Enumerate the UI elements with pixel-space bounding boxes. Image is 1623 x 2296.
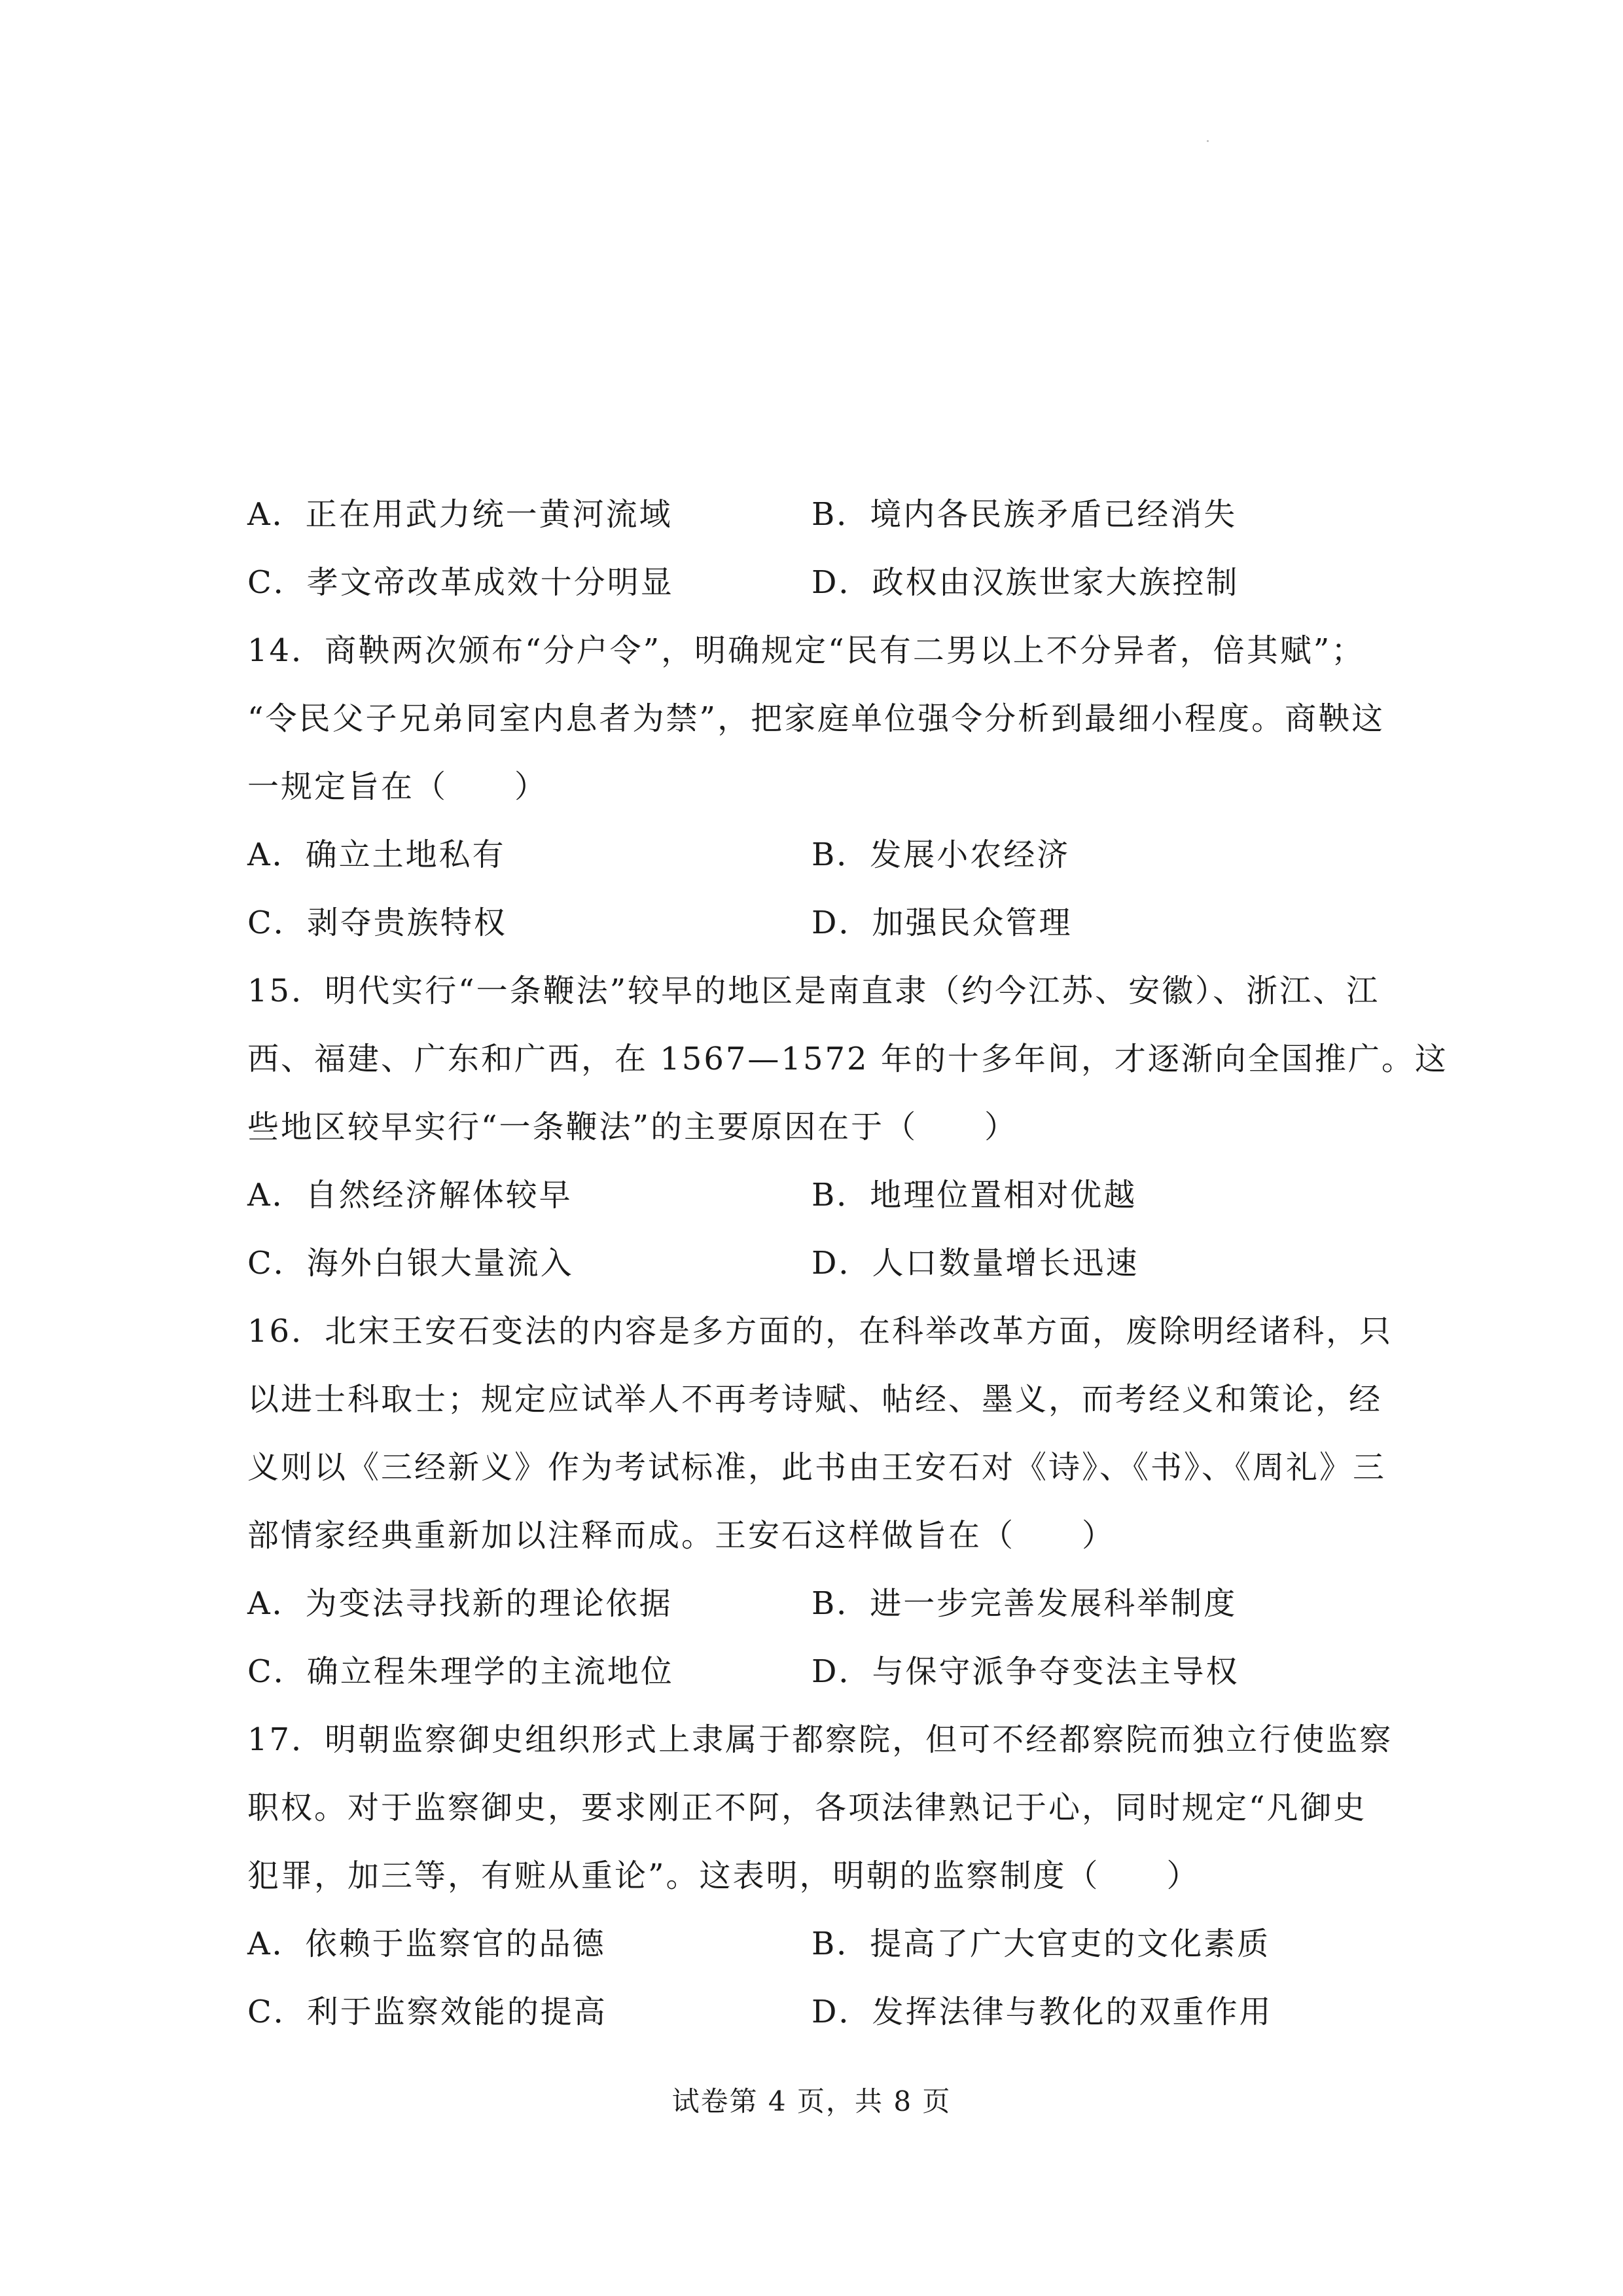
- q17-option-a: A．依赖于监察官的品德: [247, 1926, 606, 1962]
- q17-option-c: C．利于监察效能的提高: [247, 1994, 607, 2030]
- q16-option-b: B．进一步完善发展科举制度: [812, 1585, 1238, 1622]
- q14-stem-line-3: 一规定旨在（ ）: [247, 768, 548, 805]
- q16-stem-line-4: 部情家经典重新加以注释而成。王安石这样做旨在（ ）: [247, 1517, 1116, 1554]
- q17-option-b: B．提高了广大官吏的文化素质: [812, 1926, 1271, 1962]
- q14-option-d: D．加强民众管理: [812, 905, 1073, 941]
- q13-option-c: C．孝文帝改革成效十分明显: [247, 564, 674, 601]
- page-footer: 试卷第 4 页，共 8 页: [671, 2085, 952, 2117]
- q15-option-d: D．人口数量增长迅速: [812, 1245, 1139, 1282]
- q17-stem-line-1: 17．明朝监察御史组织形式上隶属于都察院，但可不经都察院而独立行使监察: [247, 1721, 1393, 1758]
- q16-stem-line-3: 义则以《三经新义》作为考试标准，此书由王安石对《诗》、《书》、《周礼》三: [247, 1449, 1387, 1486]
- q17-option-d: D．发挥法律与教化的双重作用: [812, 1994, 1273, 2030]
- q14-option-b: B．发展小农经济: [812, 836, 1071, 873]
- q16-option-d: D．与保守派争夺变法主导权: [812, 1653, 1240, 1690]
- q15-option-a: A．自然经济解体较早: [247, 1177, 573, 1213]
- q13-option-b: B．境内各民族矛盾已经消失: [812, 496, 1238, 533]
- q15-option-b: B．地理位置相对优越: [812, 1177, 1137, 1213]
- q17-stem-line-3: 犯罪，加三等，有赃从重论”。这表明，明朝的监察制度（ ）: [247, 1857, 1200, 1894]
- q15-option-c: C．海外白银大量流入: [247, 1245, 574, 1282]
- q16-stem-line-1: 16．北宋王安石变法的内容是多方面的，在科举改革方面，废除明经诸科，只: [247, 1313, 1393, 1350]
- q13-option-a: A．正在用武力统一黄河流域: [247, 496, 673, 533]
- q15-stem-line-1: 15．明代实行“一条鞭法”较早的地区是南直隶（约今江苏、安徽）、浙江、江: [247, 973, 1380, 1009]
- q14-stem-line-1: 14．商鞅两次颁布“分户令”，明确规定“民有二男以上不分异者，倍其赋”；: [247, 632, 1365, 669]
- q17-stem-line-2: 职权。对于监察御史，要求刚正不阿，各项法律熟记于心，同时规定“凡御史: [247, 1789, 1367, 1826]
- q13-option-d: D．政权由汉族世家大族控制: [812, 564, 1240, 601]
- scan-speck: [1207, 140, 1209, 142]
- q15-stem-line-2: 西、福建、广东和广西，在 1567—1572 年的十多年间，才逐渐向全国推广。这: [247, 1041, 1448, 1077]
- q14-option-a: A．确立土地私有: [247, 836, 506, 873]
- q16-stem-line-2: 以进士科取士；规定应试举人不再考诗赋、帖经、墨义，而考经义和策论，经: [247, 1381, 1383, 1418]
- q14-option-c: C．剥夺贵族特权: [247, 905, 507, 941]
- q15-stem-line-3: 些地区较早实行“一条鞭法”的主要原因在于（ ）: [247, 1109, 1018, 1145]
- q14-stem-line-2: “令民父子兄弟同室内息者为禁”，把家庭单位强令分析到最细小程度。商鞅这: [247, 700, 1385, 737]
- q16-option-a: A．为变法寻找新的理论依据: [247, 1585, 673, 1622]
- q16-option-c: C．确立程朱理学的主流地位: [247, 1653, 674, 1690]
